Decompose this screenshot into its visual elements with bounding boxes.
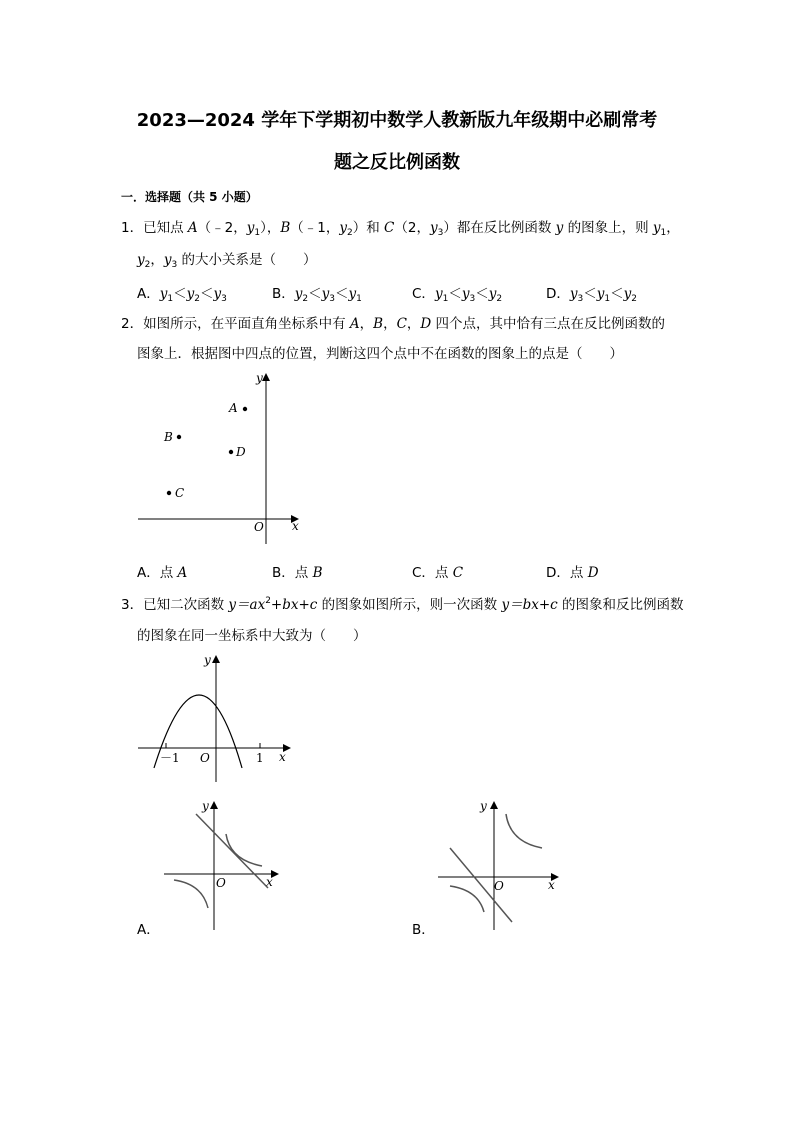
q2-option-d[interactable]: D．点 D [546, 565, 599, 581]
q2-line-1: 2．如图所示，在平面直角坐标系中有 A，B，C，D 四个点，其中恰有三点在反比例函数的 [121, 316, 666, 332]
opt-b-y-label: y [480, 799, 487, 813]
q2-figure [130, 368, 310, 548]
q3-y-label: y [204, 653, 211, 667]
q3-option-b-figure[interactable] [434, 798, 564, 933]
q2-y-label: y [256, 371, 263, 385]
point-d-label: D [236, 445, 246, 459]
section-heading: 一．选择题（共 5 小题） [121, 190, 258, 204]
point-d [229, 450, 233, 454]
point-a [243, 407, 247, 411]
point-c [167, 491, 171, 495]
q3-origin-label: O [200, 751, 210, 765]
doc-title-line-2: 题之反比例函数 [334, 152, 460, 173]
q3-x-label: x [279, 750, 286, 764]
q3-line-1: 3．已知二次函数 $y=ax^2+bx+c$ 的图象如图所示，则一次函数 y＝bx+c 的图象和反比例函数 [121, 596, 684, 613]
q3-option-b[interactable]: B． [412, 922, 435, 938]
opt-b-x-label: x [548, 878, 555, 892]
q2-option-a[interactable]: A．点 A [137, 565, 188, 581]
opt-a-line [196, 814, 268, 888]
q2-line-2: 图象上．根据图中四点的位置，判断这四个点中不在函数的图象上的点是（ ） [137, 346, 623, 362]
opt-b-hyperbola-q1 [506, 814, 542, 848]
q3-parabola-figure [130, 652, 300, 782]
opt-a-origin-label: O [216, 876, 226, 890]
q1-option-d[interactable]: D．$y_3<y_1<y_2$ [546, 286, 638, 304]
opt-a-hyperbola-q3 [174, 880, 208, 908]
q3-option-a-figure[interactable] [160, 798, 285, 933]
opt-b-origin-label: O [494, 879, 504, 893]
opt-a-x-label: x [266, 875, 273, 889]
tick-label-pos1: 1 [256, 751, 264, 765]
q2-origin-label: O [254, 520, 264, 534]
opt-a-y-label: y [202, 799, 209, 813]
q1-line-2: $y_2$，$y_3$ 的大小关系是（ ） [137, 252, 317, 270]
point-b [177, 435, 181, 439]
q1-line-1: 1．已知点 A（﹣2，$y_1$），B（﹣1，$y_2$）和 C（2，$y_3$）都在反比例函数 y 的图象上，则 $y_1$， [121, 220, 680, 238]
q3-line-2: 的图象在同一坐标系中大致为（ ） [137, 628, 367, 644]
q1-option-c[interactable]: C．$y_1<y_3<y_2$ [412, 286, 503, 304]
doc-title-line-1: 2023—2024 学年下学期初中数学人教新版九年级期中必刷常考 [136, 110, 658, 131]
point-a-label: A [229, 401, 238, 415]
q2-option-b[interactable]: B．点 B [272, 565, 323, 581]
q2-option-c[interactable]: C．点 C [412, 565, 464, 581]
point-c-label: C [175, 486, 185, 500]
q1-option-a[interactable]: A．$y_1<y_2<y_3$ [137, 286, 227, 304]
q1-option-b[interactable]: B．$y_2<y_3<y_1$ [272, 286, 362, 304]
point-b-label: B [164, 430, 173, 444]
tick-label-neg1: －1 [160, 751, 180, 765]
q3-option-a[interactable]: A． [137, 922, 160, 938]
opt-b-hyperbola-q3 [450, 886, 484, 912]
q2-x-label: x [292, 519, 299, 533]
